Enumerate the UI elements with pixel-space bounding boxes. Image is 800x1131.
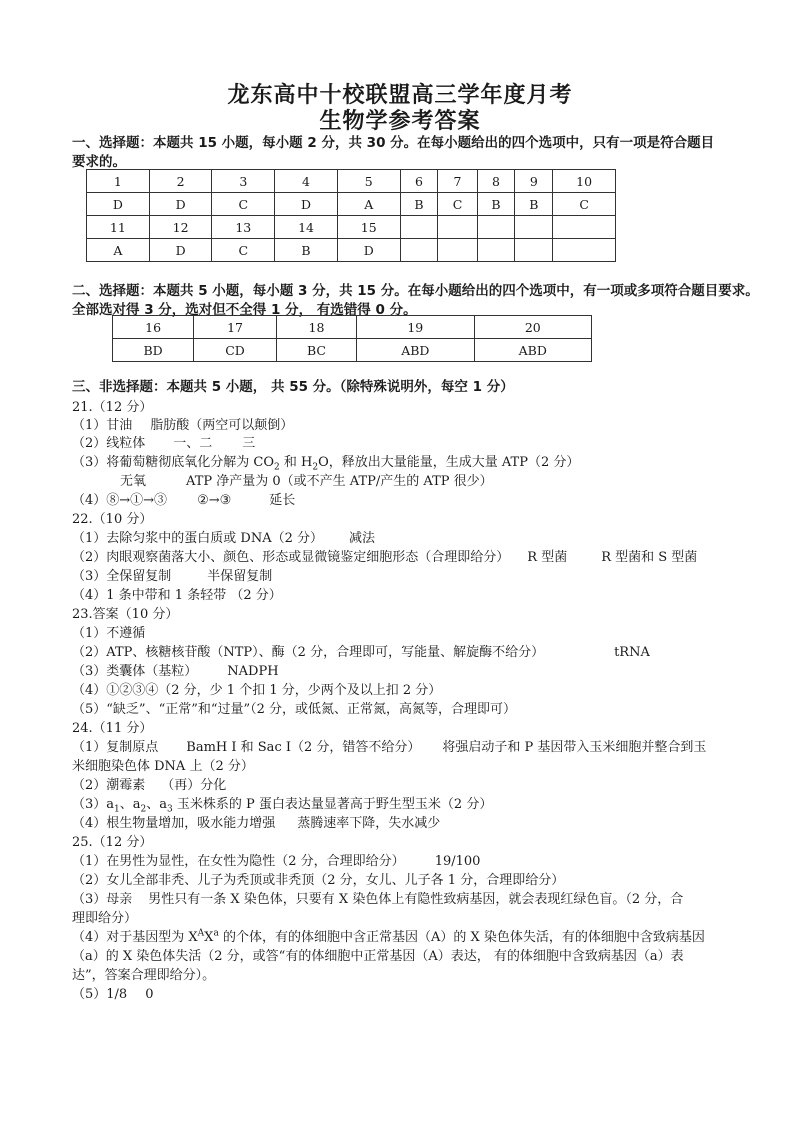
part1-heading [72,134,714,172]
q21-l3-sub1: 2 [274,462,280,473]
page-title: 龙东高中十校联盟高三学年度月考 [227,83,573,108]
table1-answer-cell-row2-2: D [149,239,212,262]
q21-l1-a: （1）甘油 [72,418,133,433]
part1-heading-line1: 一、选择题：本题共 15 小题，每小题 2 分，共 30 分。在每小题给出的四个选项中，只有一项是符合题目 [72,135,715,151]
table1-answer-cell-6: B [400,193,438,216]
q24-l4-a: （4）根生物量增加，吸水能力增强 [72,816,276,831]
q21-line2 [72,435,255,453]
table2-answer-cell-4: ABD [357,339,474,362]
table1-number-cell-row2-6 [400,216,438,239]
table1-number-cell-row2-8 [477,216,515,239]
q21-l2-a: （2）线粒体 [72,436,146,451]
table1-number-cell-10: 10 [553,170,616,193]
q22-line3 [72,568,272,586]
table1-answer-cell-7: C [438,193,477,216]
table2-number-cell-3: 18 [276,316,356,339]
table1-answer-cell-9: B [515,193,553,216]
q23-line2 [72,644,650,662]
q25-l1-a: （1）在男性为显性，在女性为隐性（2 分，合理即给分） [72,854,405,869]
q24-l3-a: （3）a [72,797,115,812]
q24-l1-c: 将强启动子和 P 基因带入玉米细胞并整合到玉 [442,740,707,755]
q25-l5-b: 0 [145,987,154,1002]
table1-number-cell-6: 6 [400,170,438,193]
table1-number-cell-9: 9 [515,170,553,193]
table1-answer-cell-5: A [337,193,400,216]
q21-line3 [72,454,579,472]
answer-table-1 [86,169,616,262]
table1-row-answers [87,193,616,216]
table1-answer-cell-1: D [87,193,150,216]
table1-number-cell-row2-1: 11 [87,216,150,239]
table1-row-numbers-2 [87,216,616,239]
q24-line3 [72,796,492,814]
table1-answer-cell-4: D [275,193,338,216]
table1-answer-cell-row2-10 [553,239,616,262]
q24-l3-sub3: 3 [167,804,173,815]
table1-number-cell-row2-10 [553,216,616,239]
table1-answer-cell-8: B [477,193,515,216]
part2-heading-line1: 二、选择题：本题共 5 小题，每小题 3 分，共 15 分。在每小题给出的四个选项中，有一项或多项符合题目要求。 [72,283,759,299]
q21-l3-a: （3）将葡萄糖彻底氧化分解为 CO [72,455,275,470]
q24-l3-sub2: 2 [140,804,147,815]
q22-heading: 22.（10 分） [72,512,153,527]
q25-l5-a: （5）1/8 [72,987,128,1002]
q22-l1-a: （1）去除匀浆中的蛋白质或 DNA（2 分） [72,531,323,546]
q24-l3-c: 、a [146,797,168,812]
q21-l1-b: 脂肪酸（两空可以颠倒） [150,418,294,433]
q25-l4-sup2: a [213,928,219,939]
q25-line3 [72,891,683,909]
q25-line4-cont1: （a）的 X 染色体失活（2 分，或答“有的体细胞中正常基因（A）表达， 有的体细胞中含致病基因（a）表 [72,949,684,964]
q23-line4: （4）①②③④（2 分，少 1 个扣 1 分，少两个及以上扣 2 分） [72,683,442,698]
table1-row-answers-2 [87,239,616,262]
table2-number-cell-2: 17 [194,316,277,339]
table2-answer-cell-2: CD [194,339,277,362]
table1-number-cell-3: 3 [212,170,275,193]
q24-l3-sub1: 1 [114,804,120,815]
page-subtitle: 生物学参考答案 [319,109,481,134]
q25-line5 [72,986,153,1004]
q25-l4-c: 的个体，有的体细胞中含正常基因（A）的 X 染色体失活，有的体细胞中含致病基因 [218,930,705,945]
table1-number-cell-4: 4 [275,170,338,193]
q25-l4-b: X [204,930,214,945]
q23-l2-a: （2）ATP、核糖核苷酸（NTP）、酶（2 分，合理即可，写能量、解旋酶不给分） [72,645,545,660]
table1-number-cell-5: 5 [337,170,400,193]
table2-number-cell-4: 19 [357,316,474,339]
q21-heading: 21.（12 分） [72,400,153,415]
q23-line1: （1）不遵循 [72,626,146,641]
q25-heading: 25.（12 分） [72,835,153,850]
q23-l3-a: （3）类囊体（基粒） [72,664,198,679]
table1-number-cell-row2-3: 13 [212,216,275,239]
table2-number-cell-1: 16 [113,316,194,339]
q25-l3-b: 男性只有一条 X 染色体，只要有 X 染色体上有隐性致病基因，就会表现红绿色盲。（2 分，合 [148,892,684,907]
q22-l1-b: 减法 [349,531,376,546]
table1-number-cell-1: 1 [87,170,150,193]
q22-line4: （4）1 条中带和 1 条轻带 （2 分） [72,588,282,603]
table1-answer-cell-3: C [212,193,275,216]
q22-line2 [72,549,697,567]
table2-answer-cell-3: BC [276,339,356,362]
q24-line2 [72,777,226,795]
q21-line5 [72,492,295,510]
q24-l3-d: 玉米株系的 P 蛋白表达量显著高于野生型玉米（2 分） [172,797,493,812]
q22-l2-b: R 型菌 [527,550,568,565]
q25-line4-cont2: 达”，答案合理即给分）。 [72,968,216,983]
table1-answer-cell-row2-8 [477,239,515,262]
q23-l3-b: NADPH [227,664,279,679]
q21-l4-b: ATP 净产量为 0（或不产生 ATP/产生的 ATP 很少） [186,474,493,489]
q24-line4 [72,815,440,833]
table1-row-numbers [87,170,616,193]
q21-line1 [72,417,293,435]
q25-l4-sup1: A [197,928,205,939]
table1-answer-cell-row2-6 [400,239,438,262]
q23-line5: （5）“缺乏”、“正常”和“过量”（2 分，或低氮、正常氮，高氮等，合理即可） [72,702,517,717]
table2-row-answers [113,339,592,362]
table1-number-cell-7: 7 [438,170,477,193]
q23-line3 [72,663,279,681]
q24-line1 [72,739,706,757]
q25-line4 [72,929,705,947]
q21-l3-b: 和 H [279,455,313,470]
part1-heading-line2: 要求的。 [72,154,126,170]
q24-l1-b: BamH I 和 Sac I（2 分，错答不给分） [186,740,421,755]
table1-number-cell-row2-7 [438,216,477,239]
table1-answer-cell-row2-3: C [212,239,275,262]
q22-l2-a: （2）肉眼观察菌落大小、颜色、形态或显微镜鉴定细胞形态（合理即给分） [72,550,510,565]
q21-l2-b: 一、二 [173,436,213,451]
table2-answer-cell-5: ABD [474,339,591,362]
answer-table-2 [112,315,592,362]
q25-line1 [72,853,480,871]
table2-number-cell-5: 20 [474,316,591,339]
q25-line3-cont: 理即给分） [72,911,138,926]
table1-answer-cell-2: D [149,193,212,216]
q24-l1-a: （1）复制原点 [72,740,159,755]
table1-answer-cell-row2-5: D [337,239,400,262]
q22-l3-a: （3）全保留复制 [72,569,172,584]
q21-l2-c: 三 [242,436,256,451]
q23-heading: 23.答案（10 分） [72,607,179,622]
q21-line4 [72,473,493,491]
table2-row-numbers [113,316,592,339]
q24-heading: 24.（11 分） [72,721,153,736]
q24-l2-a: （2）潮霉素 [72,778,146,793]
table1-answer-cell-row2-1: A [87,239,150,262]
q25-l4-a: （4）对于基因型为 X [72,930,198,945]
q24-l4-b: 蒸腾速率下降，失水减少 [297,816,441,831]
table1-number-cell-row2-5: 15 [337,216,400,239]
table1-number-cell-8: 8 [477,170,515,193]
table1-answer-cell-10: C [553,193,616,216]
q21-l5-a: （4）⑧→①→③ [72,493,168,508]
table1-number-cell-row2-2: 12 [149,216,212,239]
q22-line1 [72,530,375,548]
q23-l2-b: tRNA [614,645,650,660]
q25-l1-b: 19/100 [434,854,481,869]
table1-number-cell-row2-9 [515,216,553,239]
table1-number-cell-row2-4: 14 [275,216,338,239]
q24-l2-b: （再）分化 [161,778,227,793]
table1-answer-cell-row2-7 [438,239,477,262]
table1-number-cell-2: 2 [149,170,212,193]
table1-answer-cell-row2-9 [515,239,553,262]
q24-l3-b: 、a [119,797,141,812]
part2-heading-line2: 全部选对得 3 分，选对但不全得 1 分， 有选错得 0 分。 [72,302,417,318]
table1-answer-cell-row2-4: B [275,239,338,262]
q21-l3-c: O，释放出大量能量，生成大量 ATP（2 分） [318,455,580,470]
q25-line2: （2）女儿全部非秃、儿子为秃顶或非秃顶（2 分，女儿、儿子各 1 分，合理即给分） [72,873,565,888]
q22-l3-b: 半保留复制 [207,569,273,584]
q21-l4-a: 无氧 [120,474,147,489]
q21-l5-b: ②→③ [197,493,232,508]
q24-line1-cont: 米细胞染色体 DNA 上（2 分） [72,759,254,774]
part3-heading: 三、非选择题：本题共 5 小题， 共 55 分。（除特殊说明外，每空 1 分） [72,379,514,395]
q25-l3-a: （3）母亲 [72,892,133,907]
q22-l2-c: R 型菌和 S 型菌 [601,550,698,565]
q21-l3-sub2: 2 [312,462,319,473]
table2-answer-cell-1: BD [113,339,194,362]
q21-l5-c: 延长 [269,493,296,508]
